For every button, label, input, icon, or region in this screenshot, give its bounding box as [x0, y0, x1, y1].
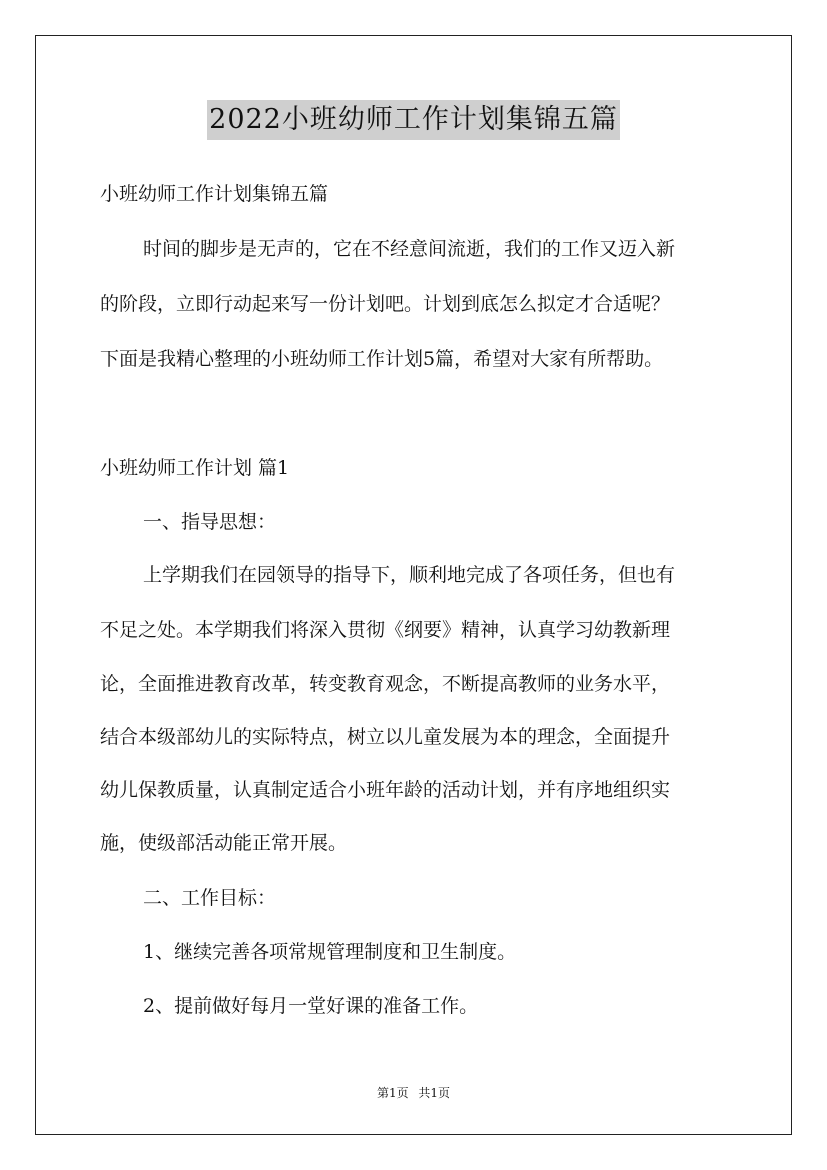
document-title: 2022小班幼师工作计划集锦五篇 — [207, 100, 620, 140]
page-footer — [0, 1084, 827, 1101]
heading-work-goals: 二、工作目标： — [143, 887, 277, 909]
document-subtitle: 小班幼师工作计划集锦五篇 — [100, 183, 329, 205]
intro-line: 下面是我精心整理的小班幼师工作计划5篇，希望对大家有所帮助。 — [100, 348, 664, 370]
goal-item: 2、提前做好每月一堂好课的准备工作。 — [143, 995, 479, 1017]
paragraph-line: 幼儿保教质量，认真制定适合小班年龄的活动计划，并有序地组织实 — [100, 779, 671, 801]
intro-line: 的阶段，立即行动起来写一份计划吧。计划到底怎么拟定才合适呢？ — [100, 293, 671, 315]
paragraph-line: 论，全面推进教育改革，转变教育观念，不断提高教师的业务水平， — [100, 673, 671, 695]
paragraph-line: 上学期我们在园领导的指导下，顺利地完成了各项任务，但也有 — [143, 564, 676, 586]
section-heading: 小班幼师工作计划 篇1 — [100, 457, 290, 479]
heading-guiding-thought: 一、指导思想： — [143, 511, 277, 533]
goal-item: 1、继续完善各项常规管理制度和卫生制度。 — [143, 941, 517, 963]
paragraph-line: 不足之处。本学期我们将深入贯彻《纲要》精神，认真学习幼教新理 — [100, 619, 671, 641]
page-number: 第1页 — [376, 1086, 409, 1100]
title-container — [0, 100, 827, 140]
page-total: 共1页 — [418, 1086, 451, 1100]
paragraph-line: 施，使级部活动能正常开展。 — [100, 832, 348, 854]
intro-line: 时间的脚步是无声的，它在不经意间流逝，我们的工作又迈入新 — [143, 238, 676, 260]
paragraph-line: 结合本级部幼儿的实际特点，树立以儿童发展为本的理念，全面提升 — [100, 726, 671, 748]
